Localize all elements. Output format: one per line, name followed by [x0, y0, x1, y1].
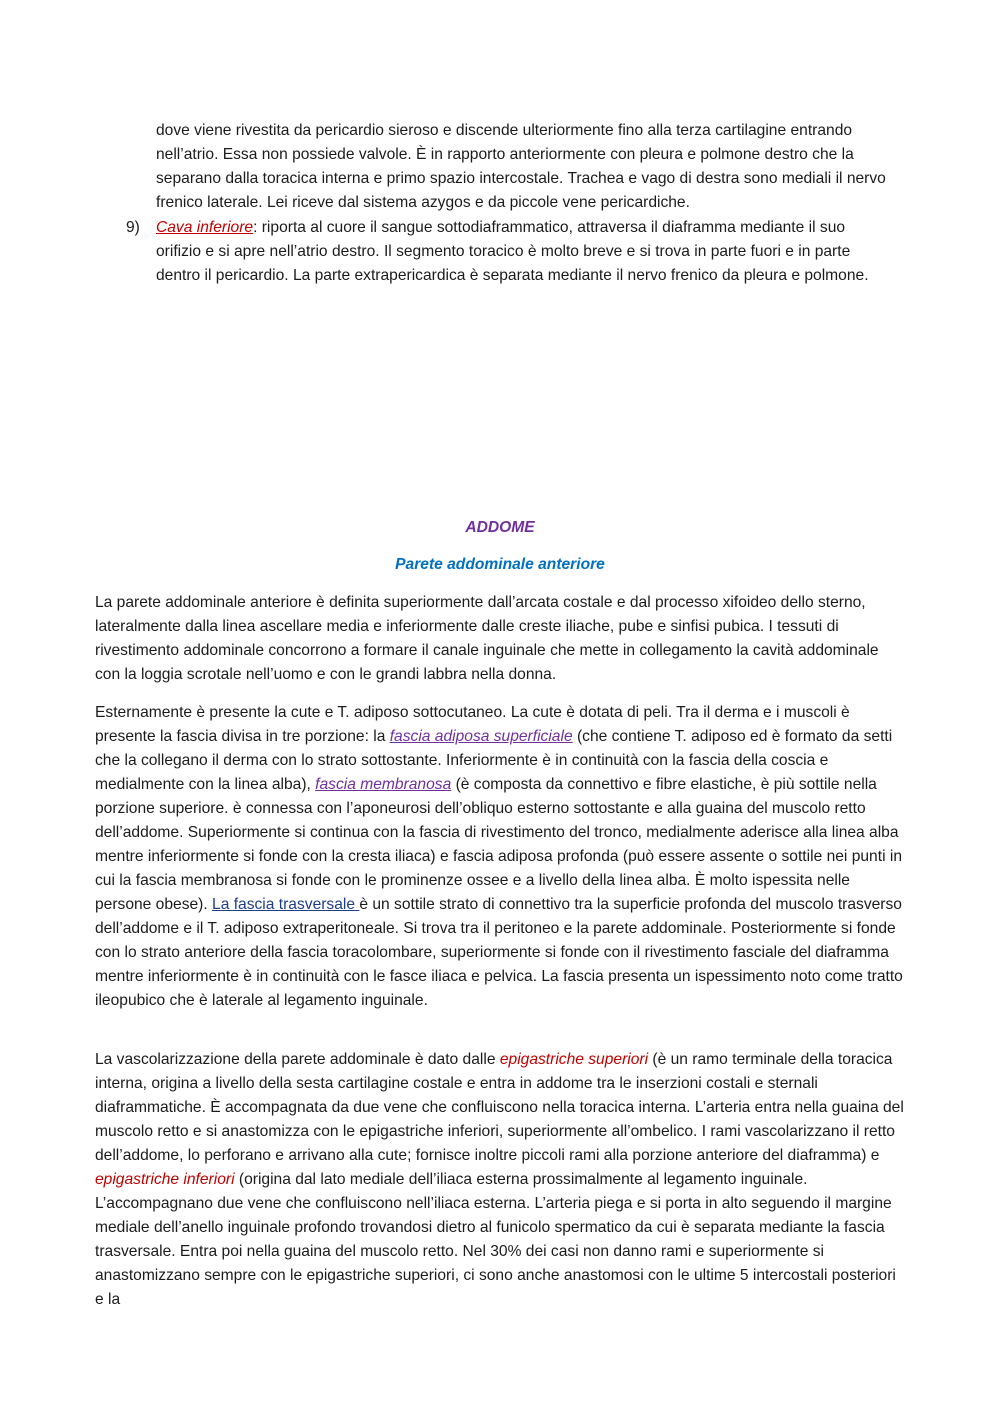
paragraph-1 — [95, 591, 905, 687]
section-subtitle: Parete addominale anteriore — [395, 556, 605, 573]
link-fascia-adiposa-superficiale[interactable]: fascia adiposa superficiale — [389, 728, 573, 745]
paragraph-2-text-4: è un sottile strato di connettivo tra la superficie profonda del muscolo trasverso dell’addome e il T. adiposo extraperitoneale. Si trova tra il peritoneo e la parete addominale. Posteriormente si fonde con lo strato anteriore della fascia toracolombare, superiormente si fonde con il rivestimento fasciale del diaframma mentre inferiormente è in continuità con le fasce iliaca e pelvica. La fascia presenta un ispessimento noto come tratto ileopubico che è laterale al legamento inguinale. — [95, 896, 903, 1009]
section-title: ADDOME — [465, 519, 535, 536]
term-cava-inferiore: Cava inferiore — [156, 219, 254, 236]
paragraph-3-text-1: La vascolarizzazione della parete addominale è dato dalle — [95, 1051, 500, 1068]
paragraph-2-text-2: (che contiene T. adiposo ed è formato da setti che la collegano il derma con lo strato sottostante. Inferiormente è in continuità con la fascia della coscia e medialmente con la linea alba), — [95, 728, 893, 793]
paragraph-3 — [95, 1048, 905, 1312]
link-fascia-trasversale[interactable]: La fascia trasversale — [212, 896, 360, 913]
term-epigastriche-superiori: epigastriche superiori — [499, 1051, 649, 1068]
list-item-cava-inferiore — [156, 216, 891, 288]
continuation-paragraph — [156, 119, 891, 215]
paragraph-1-text: La parete addominale anteriore è definita superiormente dall’arcata costale e dal processo xifoideo dello sterno, lateralmente dalla linea ascellare media e inferiormente dalle creste iliache, pube e sinfisi pubica. I tessuti di rivestimento addominale concorrono a formare il canale inguinale che mette in collegamento la cavità addominale con la loggia scrotale nell’uomo e con le grandi labbra nella donna. — [95, 594, 879, 683]
paragraph-3-text-3: (origina dal lato mediale dell’iliaca esterna prossimalmente al legamento inguinale. L’accompagnano due vene che confluiscono nell’iliaca esterna. L’arteria piega e si porta in alto seguendo il margine mediale dell’anello inguinale profondo trovandosi dietro al funicolo spermatico da cui è separata mediante la fascia trasversale. Entra poi nella guaina del muscolo retto. Nel 30% dei casi non danno rami e superiormente si anastomizzano sempre con le epigastriche superiori, ci sono anche anastomosi con le ultime 5 intercostali posteriori e la — [95, 1171, 896, 1308]
continuation-text: dove viene rivestita da pericardio sieroso e discende ulteriormente fino alla terza cartilagine entrando nell’atrio. Essa non possiede valvole. È in rapporto anteriormente con pleura e polmone destro che la separano dalla toracica interna e primo spazio intercostale. Trachea e vago di destra sono mediali il nervo frenico laterale. Lei riceve dal sistema azygos e da piccole vene pericardiche. — [156, 122, 886, 211]
paragraph-2-text-1: Esternamente è presente la cute e T. adiposo sottocutaneo. La cute è dotata di peli. Tra il derma e i muscoli è presente la fascia divisa in tre porzione: la — [95, 704, 850, 745]
list-number-9: 9) — [126, 219, 140, 236]
paragraph-2 — [95, 701, 905, 1013]
paragraph-3-text-2: (è un ramo terminale della toracica interna, origina a livello della sesta cartilagine costale e entra in addome tra le inserzioni costali e sternali diaframmatiche. È accompagnata da due vene che confluiscono nella toracica interna. L’arteria entra nella guaina del muscolo retto e si anastomizza con le epigastriche inferiori, superiormente all’ombelico. I rami vascolarizzano il retto dell’addome, lo perforano e arrivano alla cute; fornisce inoltre piccoli rami alla porzione anteriore del diaframma) e — [95, 1051, 904, 1164]
term-epigastriche-inferiori: epigastriche inferiori — [95, 1171, 235, 1188]
link-fascia-membranosa[interactable]: fascia membranosa — [315, 776, 452, 793]
paragraph-2-text-3: (è composta da connettivo e fibre elastiche, è più sottile nella porzione superiore. è connessa con l’aponeurosi dell’obliquo esterno sottostante e alla guaina del muscolo retto dell’addome. Superiormente si continua con la fascia di rivestimento del tronco, medialmente aderisce alla linea alba mentre inferiormente si fonde con la cresta iliaca) e fascia adiposa profonda (può essere assente o sottile nei punti in cui la fascia membranosa si fonde con le prominenze ossee e a livello della linea alba. È molto ispessita nelle persone obese). — [95, 776, 902, 913]
list-item-text: : riporta al cuore il sangue sottodiaframmatico, attraversa il diaframma mediante il suo orifizio e si apre nell’atrio destro. Il segmento toracico è molto breve e si trova in parte fuori e in parte dentro il pericardio. La parte extrapericardica è separata mediante il nervo frenico da pleura e polmone. — [156, 219, 869, 284]
